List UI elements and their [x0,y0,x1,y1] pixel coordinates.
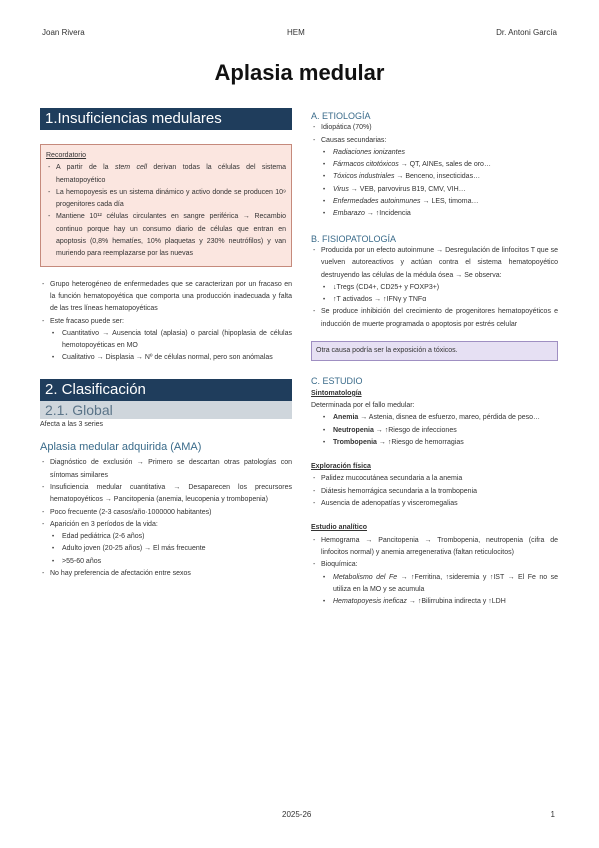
list-subitem: • Cuantitativo → Ausencia total (aplasia) o parcial (hipoplasia de células hemotopoyéticas en MO [40,328,292,353]
list-item: - Idiopática (70%) [311,122,558,134]
list-item: - Se produce inhibición del crecimiento de progenitores hematopoyéticos e inducción de muerte programada o apoptosis por estrés celular [311,306,558,331]
list-item: - Producida por un efecto autoinmune → Desregulación de linfocitos T que se vuelven autoreactivos y actúan contra el sistema hematopoyético destruyendo las células de la médula ósea → Se observa: [311,245,558,282]
section-heading-insuficiencias: 1.Insuficiencias medulares [40,108,292,130]
list-item: - Diátesis hemorrágica secundaria a la trombopenia [311,486,558,498]
page-number: 1 [550,810,555,819]
list-item: - Hemograma → Pancitopenia → Trombopenia, neutropenia (cifra de linfocitos normal) y anemia arregenerativa (faltan reticulocitos) [311,535,558,560]
afecta-text: Afecta a las 3 series [40,420,104,428]
right-column [311,110,558,608]
section-heading-clasificacion: 2. Clasificación [40,379,292,401]
list-subitem: • Embarazo → ↑Incidencia [311,208,558,220]
heading-fisiopatologia: B. FISIOPATOLOGÍA [311,233,397,244]
list-subitem: • ↑T activados → ↑IFNγ y TNFα [311,294,558,306]
list-subitem: • Neutropenia → ↑Riesgo de infecciones [311,425,558,437]
subheading-estudio-analitico: Estudio analítico [311,524,368,532]
list-subitem: • Radiaciones ionizantes [311,147,558,159]
heading-estudio: C. ESTUDIO [311,376,363,387]
subheading-sintomatologia: Sintomatología [311,389,362,397]
subsection-heading-global: 2.1. Global [40,401,292,419]
list-subitem: • Trombopenia → ↑Riesgo de hemorragias [311,437,558,449]
reminder-box [40,144,292,267]
reminder-item: - Mantiene 10¹² células circulantes en sangre periférica → Recambio continuo porque hay un consumo diario de células que entran en apoptosis (0,8% hematíes, 10% plaquetas y 230% neutrófilos) y van muriendo para reemplazarse por las nuevas [46,211,286,260]
list-item: - Poco frecuente (2-3 casos/año·1000000 habitantes) [40,507,292,519]
list-subitem: • Metabolismo del Fe → ↑Ferritina, ↑sideremia y ↑IST → El Fe no se utiliza en la MO y se acumula [311,572,558,597]
list-item: - Causas secundarias: [311,135,558,147]
header-author: Joan Rivera [42,28,85,37]
list-item: - Palidez mucocutánea secundaria a la anemia [311,473,558,485]
heading-etiologia: A. ETIOLOGÍA [311,111,371,121]
list-subitem: • Tóxicos industriales → Benceno, insecticidas… [311,171,558,183]
list-item: - No hay preferencia de afectación entre sexos [40,568,292,580]
footer-year: 2025-26 [282,810,312,819]
list-item: - Grupo heterogéneo de enfermedades que se caracterizan por un fracaso en la función hematopoyética que comporta una producción inadecuada y falta de las tres líneas hematopoyéticas [40,279,292,316]
reminder-item: - La hemopoyesis es un sistema dinámico y activo donde se producen 10⁹ progenitores cada día [46,187,286,212]
list-item: - Diagnóstico de exclusión → Primero se descartan otras patologías con síntomas similares [40,457,292,482]
list-subitem: • >55-60 años [40,556,292,568]
list-subitem: • Enfermedades autoinmunes → LES, timoma… [311,196,558,208]
page-title: Aplasia medular [214,60,385,85]
reminder-item: - A partir de la stem cell derivan todas la células del sistema hematopoyético [46,162,286,187]
list-subitem: • Fármacos citotóxicos → QT, AINEs, sales de oro… [311,159,558,171]
list-item: - Bioquímica: [311,559,558,571]
list-subitem: • Hematopoyesis ineficaz → ↑Bilirrubina indirecta y ↑LDH [311,596,558,608]
list-subitem: • ↓Tregs (CD4+, CD25+ y FOXP3+) [311,282,558,294]
note-box: Otra causa podría ser la exposición a tóxicos. [311,341,558,361]
subheading-exploracion: Exploración física [311,463,371,471]
list-subitem: • Adulto joven (20-25 años) → El más frecuente [40,543,292,555]
sint-intro: Determinada por el fallo medular: [311,401,415,409]
list-item: - Ausencia de adenopatías y visceromegalias [311,498,558,510]
header-subject: HEM [287,28,305,37]
list-item: - Insuficiencia medular cuantitativa → Desaparecen los precursores hematopoyéticos → Pancitopenia (anemia, leucopenia y trombopenia) [40,482,292,507]
reminder-title: Recordatorio [46,152,87,159]
left-column [40,108,292,580]
list-subitem: • Edad pediátrica (2-6 años) [40,531,292,543]
list-item: - Este fracaso puede ser: [40,316,292,328]
list-subitem: • Virus → VEB, parvovirus B19, CMV, VIH… [311,184,558,196]
subheading-ama: Aplasia medular adquirida (AMA) [40,441,202,454]
list-item: - Aparición en 3 períodos de la vida: [40,519,292,531]
list-subitem: • Cualitativo → Displasia → Nº de células normal, pero son anómalas [40,352,292,364]
list-subitem: • Anemia → Astenia, disnea de esfuerzo, mareo, pérdida de peso… [311,412,558,424]
header-teacher: Dr. Antoni García [496,28,557,37]
